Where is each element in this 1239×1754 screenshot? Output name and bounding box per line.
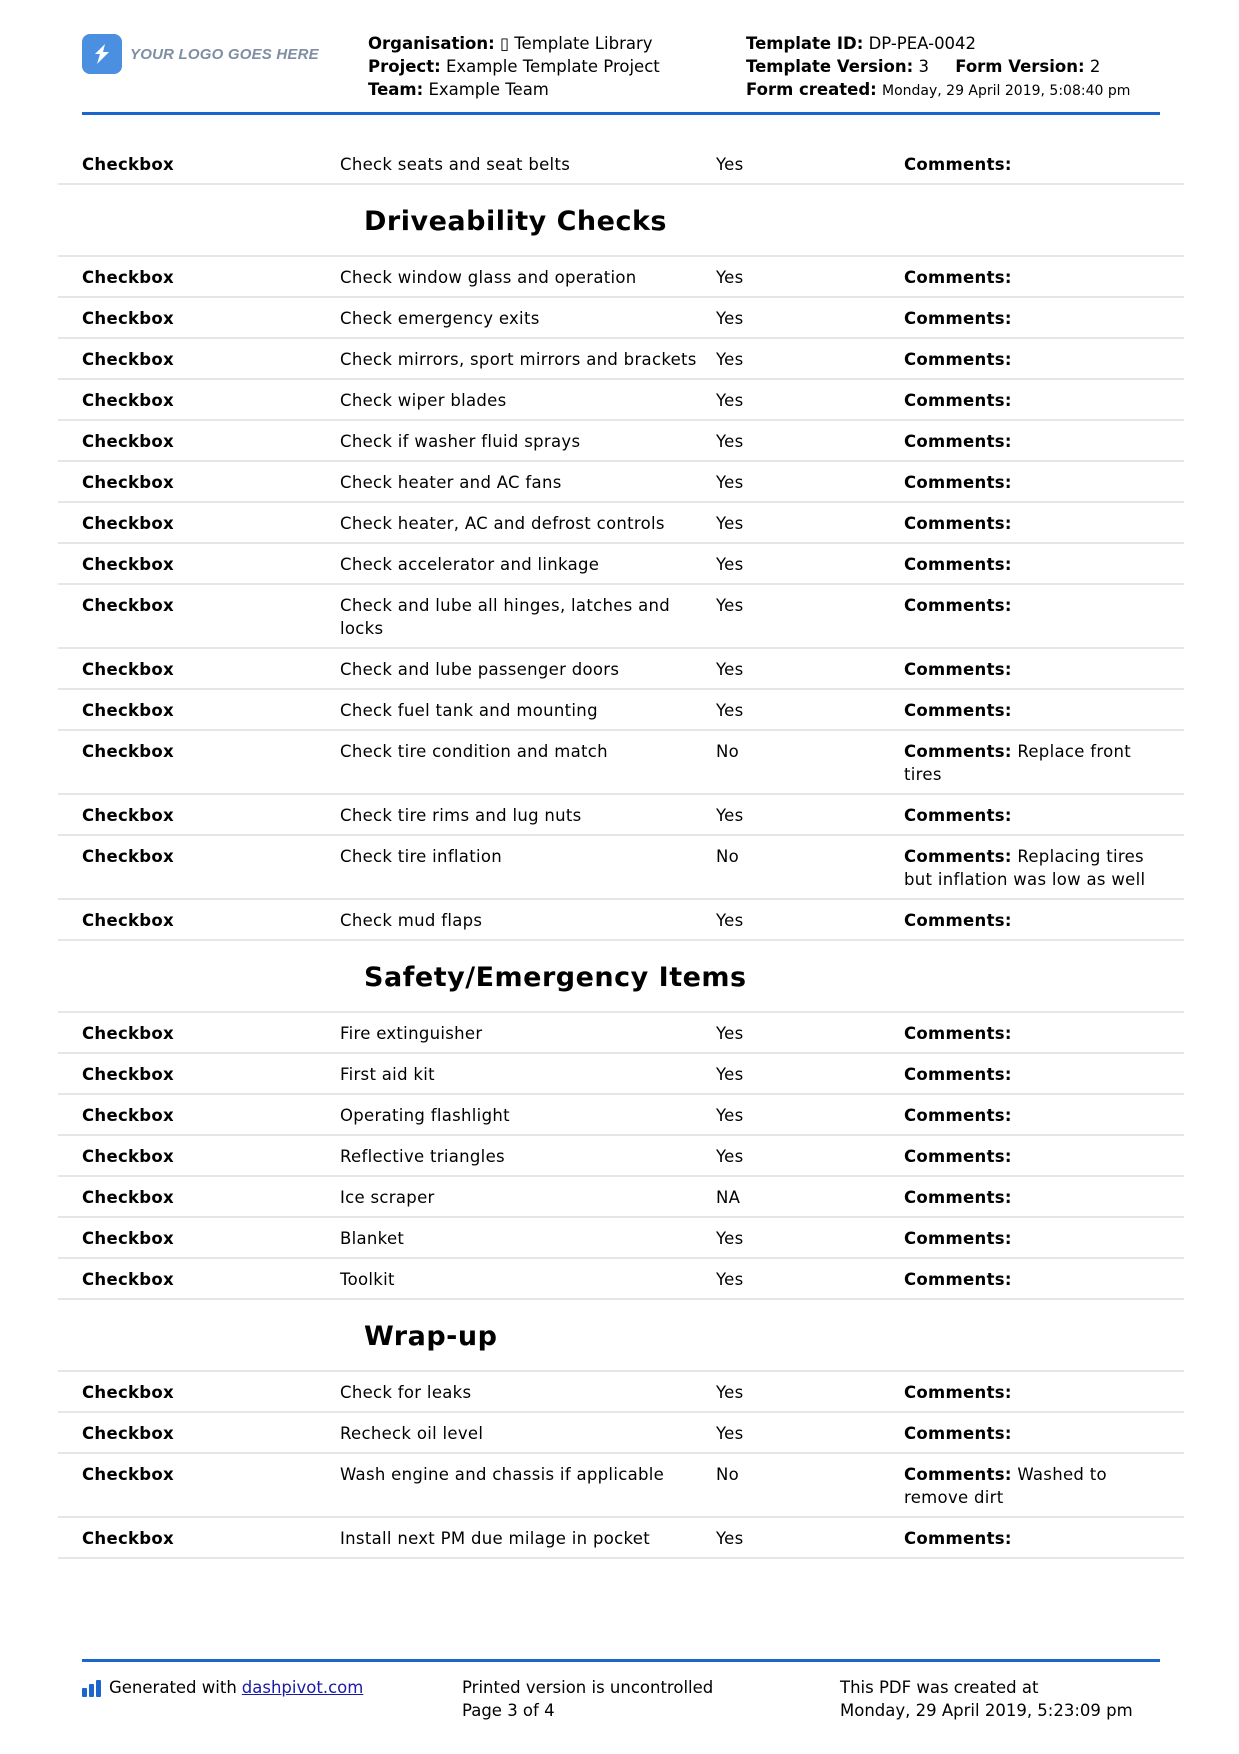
comments-label: Comments: [904,268,1012,287]
check-item-text: Check for leaks [340,1383,472,1402]
comments-cell [904,266,1154,289]
created-at-value: Monday, 29 April 2019, 5:23:09 pm [840,1701,1133,1720]
page-header [82,28,1160,115]
check-item-text: Check and lube passenger doors [340,660,620,679]
field-type-label: Checkbox [82,155,174,174]
comment-text: Replacing tires but inflation was low as well [904,847,1146,889]
comments-cell [904,1527,1154,1550]
check-answer: Yes [716,268,744,287]
checklist-row [58,257,1184,298]
comments-label: Comments: [904,1147,1012,1166]
check-answer: Yes [716,1147,744,1166]
check-answer: Yes [716,1529,744,1548]
logo-mark-icon [82,34,122,74]
checklist-row [58,339,1184,380]
comments-label: Comments: [904,1065,1012,1084]
check-item-text: Check tire condition and match [340,742,608,761]
check-item-text: Check mud flaps [340,911,483,930]
field-type-label: Checkbox [82,268,174,287]
field-type-label: Checkbox [82,391,174,410]
check-answer: No [716,742,740,761]
field-type-label: Checkbox [82,473,174,492]
comments-label: Comments: [904,1529,1012,1548]
comments-cell [904,594,1154,640]
logo-text: YOUR LOGO GOES HERE [130,45,319,63]
check-answer: Yes [716,391,744,410]
field-type-label: Checkbox [82,350,174,369]
form-created-label: Form created: [746,80,877,99]
check-item-text: Blanket [340,1229,405,1248]
comments-cell [904,1063,1154,1086]
checklist-row [58,1095,1184,1136]
comments-label: Comments: [904,660,1012,679]
form-version-value: 2 [1089,57,1101,76]
checklist-row [58,1518,1184,1559]
check-item-text: Reflective triangles [340,1147,505,1166]
template-id-value: DP-PEA-0042 [868,34,977,53]
check-answer: Yes [716,514,744,533]
organisation-label: Organisation: [368,34,495,53]
field-type-label: Checkbox [82,1065,174,1084]
comments-cell [904,430,1154,453]
comments-label: Comments: [904,350,1012,369]
comments-cell [904,1422,1154,1445]
field-type-label: Checkbox [82,1383,174,1402]
check-answer: Yes [716,660,744,679]
sections-container [58,185,1184,1559]
comments-label: Comments: [904,432,1012,451]
comments-cell [904,389,1154,412]
comments-label: Comments: [904,1229,1012,1248]
comments-label: Comments: [904,847,1012,866]
checklist-row [58,1218,1184,1259]
check-item-text: Check heater, AC and defrost controls [340,514,665,533]
comments-cell [904,1381,1154,1404]
check-answer: Yes [716,473,744,492]
field-type-label: Checkbox [82,742,174,761]
check-answer: No [716,847,740,866]
check-answer: Yes [716,155,744,174]
comments-label: Comments: [904,1424,1012,1443]
header-template-info [746,32,1130,103]
project-value: Example Template Project [445,57,660,76]
checklist-row [58,1013,1184,1054]
comments-label: Comments: [904,391,1012,410]
top-row-container [58,144,1184,185]
field-type-label: Checkbox [82,1188,174,1207]
check-answer: Yes [716,1270,744,1289]
checklist-row [58,462,1184,503]
check-answer: Yes [716,911,744,930]
comments-label: Comments: [904,155,1012,174]
checklist-row [58,900,1184,941]
comments-label: Comments: [904,1024,1012,1043]
comments-label: Comments: [904,1465,1012,1484]
comments-cell [904,1104,1154,1127]
check-item-text: Toolkit [340,1270,395,1289]
comments-cell [904,699,1154,722]
check-answer: Yes [716,806,744,825]
comments-label: Comments: [904,1270,1012,1289]
check-item-text: Check seats and seat belts [340,155,571,174]
check-item-text: Wash engine and chassis if applicable [340,1465,665,1484]
field-type-label: Checkbox [82,1229,174,1248]
checklist-row [58,1259,1184,1300]
form-created-value: Monday, 29 April 2019, 5:08:40 pm [882,83,1131,99]
checklist-row [58,1054,1184,1095]
company-logo [82,34,319,74]
check-answer: Yes [716,701,744,720]
field-type-label: Checkbox [82,847,174,866]
comments-label: Comments: [904,1383,1012,1402]
comments-cell [904,1463,1154,1509]
page-footer [82,1659,1160,1720]
comments-cell [904,553,1154,576]
comments-cell [904,1186,1154,1209]
comments-label: Comments: [904,555,1012,574]
check-answer: No [716,1465,740,1484]
comments-cell [904,1268,1154,1291]
field-type-label: Checkbox [82,660,174,679]
checklist-row [58,731,1184,795]
check-item-text: Check window glass and operation [340,268,637,287]
comments-label: Comments: [904,911,1012,930]
field-type-label: Checkbox [82,555,174,574]
check-item-text: Check wiper blades [340,391,507,410]
project-label: Project: [368,57,441,76]
checklist-row [58,1413,1184,1454]
section-heading: Driveability Checks [58,185,1184,257]
field-type-label: Checkbox [82,1024,174,1043]
checklist-row [58,649,1184,690]
section-heading: Safety/Emergency Items [58,941,1184,1013]
checklist-row [58,1454,1184,1518]
comments-cell [904,804,1154,827]
uncontrolled-text: Printed version is uncontrolled [462,1678,714,1697]
comments-cell [904,348,1154,371]
comments-cell [904,1022,1154,1045]
generated-with-text: Generated with [109,1678,237,1697]
team-label: Team: [368,80,424,99]
checklist-row [58,544,1184,585]
footer-page-info [462,1676,713,1722]
comments-label: Comments: [904,742,1012,761]
field-type-label: Checkbox [82,1465,174,1484]
footer-generated [82,1676,363,1699]
checklist-row [58,1372,1184,1413]
checklist-body [58,144,1184,1559]
checklist-row [58,690,1184,731]
field-type-label: Checkbox [82,1147,174,1166]
bar-chart-icon [82,1679,101,1697]
field-type-label: Checkbox [82,1424,174,1443]
check-answer: Yes [716,1024,744,1043]
check-answer: Yes [716,596,744,615]
check-item-text: Check fuel tank and mounting [340,701,598,720]
comments-label: Comments: [904,1106,1012,1125]
checklist-row [58,421,1184,462]
checklist-row [58,795,1184,836]
check-item-text: Check if washer fluid sprays [340,432,581,451]
checklist-row [58,503,1184,544]
check-item-text: Check heater and AC fans [340,473,562,492]
form-version-label: Form Version: [955,57,1085,76]
check-answer: Yes [716,1229,744,1248]
checklist-row [58,380,1184,421]
check-item-text: Check accelerator and linkage [340,555,600,574]
comments-cell [904,1227,1154,1250]
comment-text: Washed to remove dirt [904,1465,1107,1507]
check-item-text: Check tire rims and lug nuts [340,806,582,825]
check-answer: Yes [716,1383,744,1402]
check-item-text: First aid kit [340,1065,435,1084]
check-answer: NA [716,1188,741,1207]
template-id-label: Template ID: [746,34,864,53]
field-type-label: Checkbox [82,432,174,451]
field-type-label: Checkbox [82,514,174,533]
comments-cell [904,471,1154,494]
check-item-text: Operating flashlight [340,1106,510,1125]
template-version-label: Template Version: [746,57,914,76]
comments-cell [904,153,1154,176]
check-answer: Yes [716,1106,744,1125]
comments-label: Comments: [904,309,1012,328]
comments-label: Comments: [904,473,1012,492]
template-version-value: 3 [918,57,929,76]
field-type-label: Checkbox [82,1106,174,1125]
comments-cell [904,307,1154,330]
dashpivot-link[interactable]: dashpivot.com [241,1678,364,1697]
field-type-label: Checkbox [82,309,174,328]
checklist-row [58,144,1184,185]
comments-label: Comments: [904,1188,1012,1207]
checklist-row [58,298,1184,339]
check-item-text: Fire extinguisher [340,1024,483,1043]
checklist-row [58,1177,1184,1218]
check-answer: Yes [716,1065,744,1084]
comments-cell [904,740,1154,786]
comments-label: Comments: [904,701,1012,720]
created-at-label: This PDF was created at [840,1678,1039,1697]
check-answer: Yes [716,1424,744,1443]
field-type-label: Checkbox [82,806,174,825]
check-item-text: Install next PM due milage in pocket [340,1529,651,1548]
field-type-label: Checkbox [82,701,174,720]
field-type-label: Checkbox [82,596,174,615]
page-number: Page 3 of 4 [462,1701,555,1720]
comments-label: Comments: [904,596,1012,615]
field-type-label: Checkbox [82,911,174,930]
section-heading: Wrap-up [58,1300,1184,1372]
check-item-text: Ice scraper [340,1188,435,1207]
check-answer: Yes [716,309,744,328]
comments-cell [904,512,1154,535]
comments-label: Comments: [904,806,1012,825]
comments-label: Comments: [904,514,1012,533]
field-type-label: Checkbox [82,1270,174,1289]
check-item-text: Check mirrors, sport mirrors and brackets [340,350,697,369]
check-item-text: Recheck oil level [340,1424,484,1443]
check-answer: Yes [716,350,744,369]
check-answer: Yes [716,432,744,451]
field-type-label: Checkbox [82,1529,174,1548]
footer-created-info [840,1676,1133,1722]
checklist-row [58,585,1184,649]
comments-cell [904,909,1154,932]
check-item-text: Check and lube all hinges, latches and locks [340,596,671,638]
comment-text: Replace front tires [904,742,1131,784]
team-value: Example Team [428,80,549,99]
comments-cell [904,845,1154,891]
comments-cell [904,658,1154,681]
check-answer: Yes [716,555,744,574]
header-org-info [368,32,660,101]
organisation-value: ▯ Template Library [499,34,653,53]
check-item-text: Check emergency exits [340,309,540,328]
checklist-row [58,1136,1184,1177]
checklist-row [58,836,1184,900]
check-item-text: Check tire inflation [340,847,503,866]
comments-cell [904,1145,1154,1168]
